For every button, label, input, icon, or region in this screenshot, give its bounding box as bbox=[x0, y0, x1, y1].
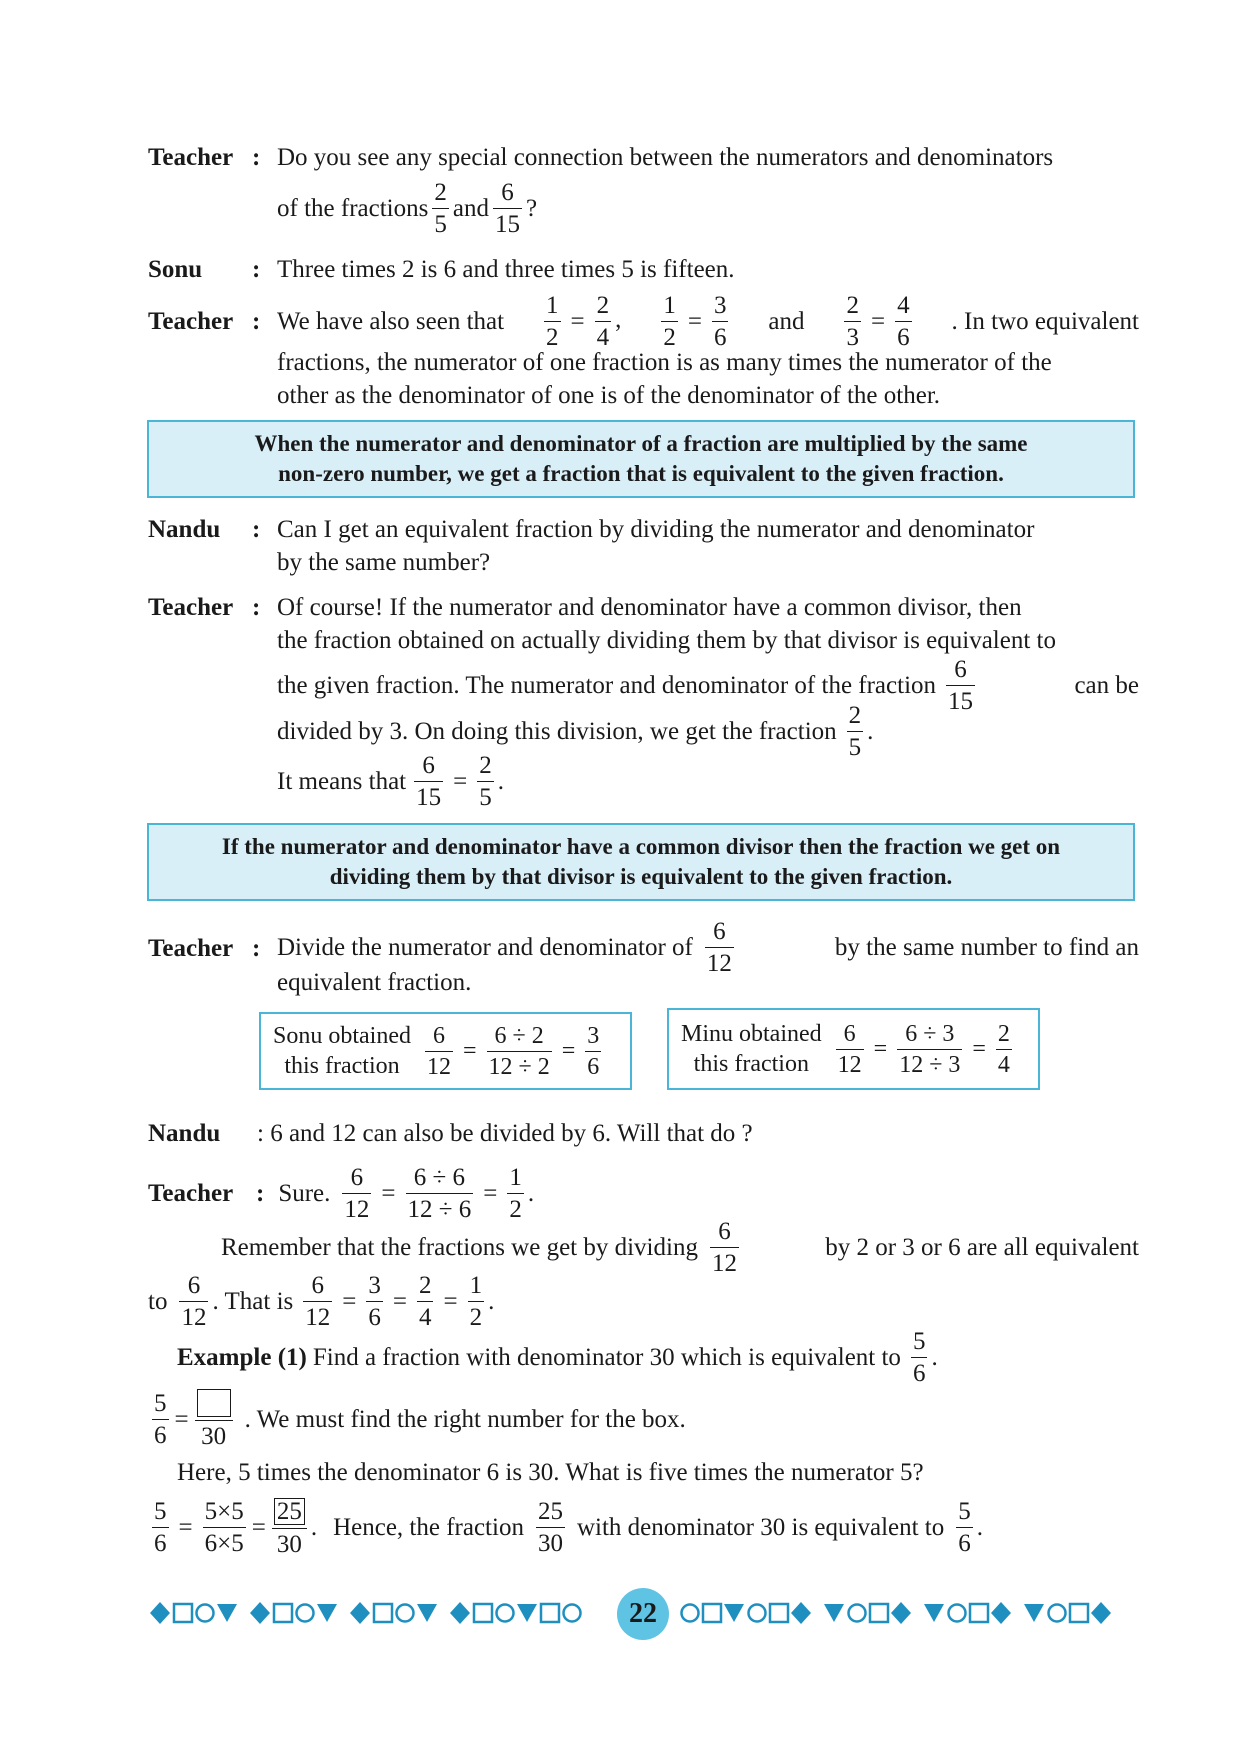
circle-shape bbox=[197, 1605, 214, 1622]
example-line: Here, 5 times the denominator 6 is 30. What is five times the numerator 5? bbox=[177, 1459, 924, 1486]
colon: : bbox=[252, 516, 261, 543]
triangle-shape bbox=[1024, 1604, 1044, 1622]
text: by the same number to find an bbox=[834, 933, 1139, 961]
text: It means that bbox=[277, 767, 407, 795]
circle-shape bbox=[1049, 1605, 1066, 1622]
circle-shape bbox=[949, 1605, 966, 1622]
text: and bbox=[452, 194, 489, 222]
speaker-teacher: Teacher bbox=[148, 308, 234, 335]
dialogue-text: Do you see any special connection between the numerators and denominators bbox=[277, 144, 1054, 171]
square-shape bbox=[274, 1604, 292, 1622]
colon: : bbox=[252, 935, 261, 962]
colon: : bbox=[252, 144, 261, 171]
circle-shape bbox=[749, 1605, 766, 1622]
rule-line: non-zero number, we get a fraction that is equivalent to the given fraction. bbox=[278, 461, 1004, 486]
square-shape bbox=[1070, 1604, 1088, 1622]
speaker-nandu: Nandu bbox=[148, 516, 221, 543]
rule-line: If the numerator and denominator have a common divisor then the fraction we get on bbox=[221, 834, 1061, 859]
circle-shape bbox=[682, 1605, 699, 1622]
example-heading: Example (1) bbox=[177, 1343, 307, 1371]
dialogue-text: fractions, the numerator of one fraction is as many times the numerator of the bbox=[277, 349, 1052, 376]
circle-shape bbox=[397, 1605, 414, 1622]
dialogue-text: divided by 3. On doing this division, we get the fraction $\frac{2}{5}$ . bbox=[277, 701, 874, 761]
fraction-6-12: $\frac{6}{12}$ bbox=[427, 1022, 451, 1080]
division-fraction: $\frac{6 \div 3}{12 \div 3}$ bbox=[899, 1020, 961, 1078]
example-question: Example (1) Find a fraction with denominator 30 which is equivalent to $\frac{5}{6}$ . bbox=[177, 1327, 938, 1387]
triangle-shape bbox=[924, 1604, 944, 1622]
dialogue-text: equivalent fraction. bbox=[277, 969, 472, 996]
dialogue-text: Of course! If the numerator and denominator have a common divisor, then bbox=[277, 594, 1022, 621]
text: can be bbox=[1074, 671, 1139, 699]
speaker-teacher: Teacher bbox=[148, 144, 234, 171]
rule-line: When the numerator and denominator of a fraction are multiplied by the same bbox=[254, 431, 1028, 456]
dialogue-text: : Sure. $\frac{6}{12}$ = $\frac{6 \div 6}{12 \div 6}$ = $\frac{1}{2}$ . bbox=[256, 1163, 535, 1223]
speaker-teacher: Teacher bbox=[148, 594, 234, 621]
square-shape bbox=[474, 1604, 492, 1622]
obtained-label: Sonu obtained this fraction bbox=[273, 1023, 411, 1079]
colon: : bbox=[252, 594, 261, 621]
text: and bbox=[768, 307, 805, 335]
colon: : bbox=[252, 308, 261, 335]
speaker-sonu: Sonu bbox=[148, 256, 203, 283]
triangle-shape bbox=[824, 1604, 844, 1622]
diamond-shape bbox=[250, 1602, 270, 1624]
remember-text: Remember that the fractions we get by dividing $\frac{6}{12}$ by 2 or 3 or 6 are all equivalent bbox=[221, 1217, 1139, 1277]
text: ? bbox=[525, 194, 538, 222]
diamond-shape bbox=[450, 1602, 470, 1624]
fraction-2-4: $\frac{2}{4}$ bbox=[997, 1020, 1010, 1078]
diamond-shape bbox=[350, 1602, 370, 1624]
triangle-shape bbox=[417, 1604, 437, 1622]
square-shape bbox=[174, 1604, 192, 1622]
fraction-6-12: $\frac{6}{12}$ bbox=[706, 917, 732, 977]
text: of the fractions bbox=[277, 194, 429, 222]
remember-text: to $\frac{6}{12}$ . That is $\frac{6}{12}$ = $\frac{3}{6}$ = $\frac{2}{4}$ = $\frac{1}{2}$ . bbox=[148, 1271, 495, 1331]
dialogue-text: the fraction obtained on actually dividing them by that divisor is equivalent to bbox=[277, 627, 1056, 654]
fraction-2-5: $\frac{2}{5}$ bbox=[434, 178, 447, 238]
circle-shape bbox=[564, 1605, 581, 1622]
square-shape bbox=[374, 1604, 392, 1622]
square-shape bbox=[703, 1604, 721, 1622]
fraction-2-5: $\frac{2}{5}$ bbox=[848, 701, 862, 761]
dialogue-text: It means that $\frac{6}{15}$ = $\frac{2}{5}$ . bbox=[277, 751, 504, 811]
rule-line: dividing them by that divisor is equivalent to the given fraction. bbox=[329, 864, 953, 889]
dialogue-text bbox=[277, 289, 1139, 353]
equation: $\frac{2}{3}$ = $\frac{4}{6}$ bbox=[846, 291, 910, 351]
sonu-obtained-box: Sonu obtained this fraction $\frac{6}{12}$ = $\frac{6 \div 2}{12 \div 2}$ = $\frac{3}{6}$ bbox=[259, 1012, 632, 1090]
dialogue-text: by the same number? bbox=[277, 549, 491, 576]
dialogue-text: Can I get an equivalent fraction by dividing the numerator and denominator bbox=[277, 516, 1035, 543]
diamond-shape bbox=[791, 1602, 811, 1624]
text: divided by 3. On doing this division, we get the fraction bbox=[277, 717, 837, 745]
text: We have also seen that bbox=[277, 307, 505, 335]
rule-box bbox=[147, 420, 1135, 498]
fraction-3-6: $\frac{3}{6}$ bbox=[587, 1022, 600, 1080]
page-footer bbox=[148, 1588, 1138, 1636]
square-shape bbox=[770, 1604, 788, 1622]
speaker-teacher: Teacher bbox=[148, 935, 234, 962]
fraction-6-12: $\frac{6}{12}$ bbox=[837, 1020, 862, 1078]
diamond-shape bbox=[1091, 1602, 1111, 1624]
dialogue-text bbox=[277, 176, 537, 240]
equation: $\frac{1}{2}$ = $\frac{2}{4}$ , bbox=[546, 291, 622, 351]
footer-decoration-right bbox=[678, 1600, 1138, 1626]
minu-obtained-box: Minu obtained this fraction $\frac{6}{12}$ = $\frac{6 \div 3}{12 \div 3}$ = $\frac{2}{4}$ bbox=[667, 1008, 1040, 1090]
dialogue-text: Three times 2 is 6 and three times 5 is fifteen. bbox=[277, 256, 735, 283]
division-fraction: $\frac{6 \div 2}{12 \div 2}$ bbox=[488, 1022, 550, 1080]
text: . In two equivalent bbox=[951, 307, 1139, 335]
colon: : bbox=[252, 256, 261, 283]
fraction-6-15: $\frac{6}{15}$ bbox=[494, 178, 520, 238]
fraction-6-15: $\frac{6}{15}$ bbox=[416, 751, 442, 811]
fraction-2-5: $\frac{2}{5}$ bbox=[479, 751, 492, 811]
diamond-shape bbox=[150, 1602, 170, 1624]
square-shape bbox=[541, 1604, 559, 1622]
text: Divide the numerator and denominator of bbox=[277, 933, 693, 961]
square-shape bbox=[970, 1604, 988, 1622]
circle-shape bbox=[297, 1605, 314, 1622]
equation: $\frac{1}{2}$ = $\frac{3}{6}$ bbox=[663, 291, 727, 351]
triangle-shape bbox=[217, 1604, 237, 1622]
diamond-shape bbox=[991, 1602, 1011, 1624]
circle-shape bbox=[849, 1605, 866, 1622]
triangle-shape bbox=[317, 1604, 337, 1622]
page-number: 22 bbox=[617, 1588, 669, 1640]
text: the given fraction. The numerator and denominator of the fraction bbox=[277, 671, 937, 699]
fraction-6-15: $\frac{6}{15}$ bbox=[948, 655, 974, 715]
circle-shape bbox=[497, 1605, 514, 1622]
dialogue-text: : 6 and 12 can also be divided by 6. Will that do ? bbox=[257, 1120, 753, 1147]
diamond-shape bbox=[891, 1602, 911, 1624]
speaker-nandu: Nandu bbox=[148, 1120, 221, 1147]
triangle-shape bbox=[724, 1604, 744, 1622]
rule-box bbox=[147, 823, 1135, 901]
triangle-shape bbox=[517, 1604, 537, 1622]
speaker-teacher: Teacher bbox=[148, 1180, 234, 1207]
example-line: $\frac{5}{6}$ = 30 . We must find the right number for the box. bbox=[154, 1389, 686, 1450]
dialogue-text: other as the denominator of one is of the denominator of the other. bbox=[277, 382, 941, 409]
example-line: $\frac{5}{6}$ = $\frac{5\times 5}{6\times 5}$ = $\frac{25}{30}$ . Hence, the fraction $\frac{25}{30}$ with denominator 30 is equivalent to $\frac{5}{6}$ . bbox=[154, 1497, 984, 1558]
obtained-label: Minu obtained this fraction bbox=[681, 1021, 822, 1077]
answer-box: 25 bbox=[274, 1498, 305, 1525]
blank-box bbox=[197, 1389, 231, 1417]
footer-decoration-left bbox=[148, 1600, 608, 1626]
square-shape bbox=[870, 1604, 888, 1622]
